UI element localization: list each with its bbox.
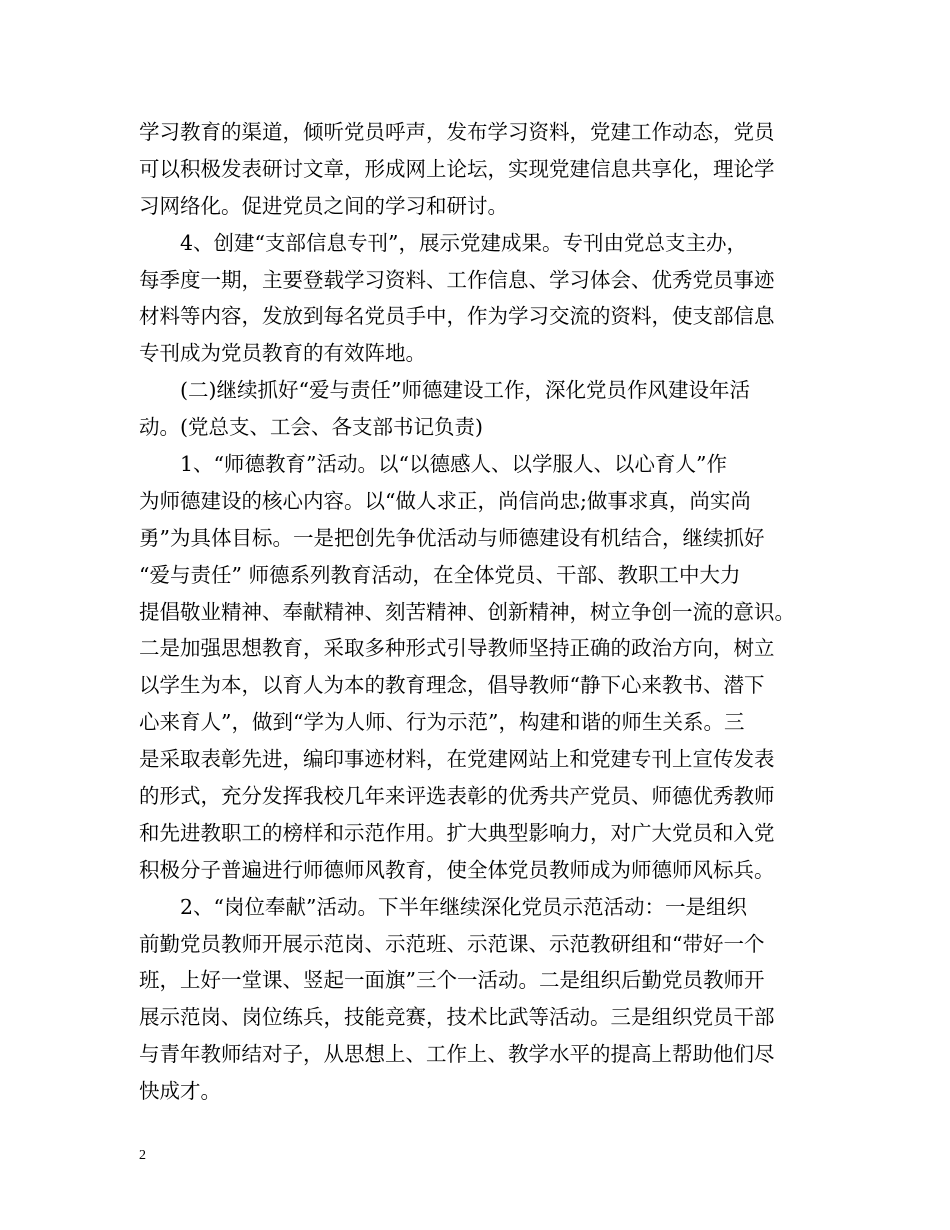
text-line: 1、“师德教育”活动。以“以德感人、以学服人、以心育人”作 bbox=[180, 452, 727, 477]
text-line: 材料等内容，发放到每名党员手中，作为学习交流的资料，使支部信息 bbox=[139, 304, 775, 329]
page-number: 2 bbox=[139, 1148, 146, 1163]
text-line: 以学生为本，以育人为本的教育理念，倡导教师“静下心来教书、潜下 bbox=[139, 673, 765, 698]
text-line: 的形式，充分发挥我校几年来评选表彰的优秀共产党员、师德优秀教师 bbox=[139, 784, 775, 809]
text-line: 为师德建设的核心内容。以“做人求正，尚信尚忠;做事求真，尚实尚 bbox=[139, 488, 751, 513]
text-line: 提倡敬业精神、奉献精神、刻苦精神、创新精神，树立争创一流的意识。 bbox=[139, 599, 795, 624]
text-line: 展示范岗、岗位练兵，技能竞赛，技术比武等活动。三是组织党员干部 bbox=[139, 1005, 775, 1030]
text-line: 学习教育的渠道，倾听党员呼声，发布学习资料，党建工作动态，党员 bbox=[139, 120, 775, 144]
text-line: 前勤党员教师开展示范岗、示范班、示范课、示范教研组和“带好一个 bbox=[139, 931, 765, 956]
text-line: 每季度一期，主要登载学习资料、工作信息、学习体会、优秀党员事迹 bbox=[139, 267, 775, 292]
text-line: 与青年教师结对子，从思想上、工作上、教学水平的提高上帮助他们尽 bbox=[139, 1042, 775, 1067]
text-line: 2、“岗位奉献”活动。下半年继续深化党员示范活动：一是组织 bbox=[180, 894, 748, 919]
text-line: 二是加强思想教育，采取多种形式引导教师坚持正确的政治方向，树立 bbox=[139, 636, 775, 661]
text-line: 可以积极发表研讨文章，形成网上论坛，实现党建信息共享化，理论学 bbox=[139, 156, 775, 181]
text-line: “爱与责任” 师德系列教育活动，在全体党员、干部、教职工中大力 bbox=[139, 562, 741, 587]
body-text bbox=[139, 114, 815, 1110]
text-line: 快成才。 bbox=[139, 1079, 221, 1104]
text-line: 心来育人”，做到“学为人师、行为示范”，构建和谐的师生关系。三 bbox=[139, 710, 745, 735]
text-line: 和先进教职工的榜样和示范作用。扩大典型影响力，对广大党员和入党 bbox=[139, 820, 775, 845]
text-line: 习网络化。促进党员之间的学习和研讨。 bbox=[139, 193, 508, 218]
text-line: 积极分子普遍进行师德师风教育，使全体党员教师成为师德师风标兵。 bbox=[139, 857, 775, 882]
text-line: 班，上好一堂课、竖起一面旗”三个一活动。二是组织后勤党员教师开 bbox=[139, 968, 765, 993]
text-line: 是采取表彰先进，编印事迹材料，在党建网站上和党建专刊上宣传发表 bbox=[139, 747, 775, 772]
text-line: 动。(党总支、工会、各支部书记负责) bbox=[139, 415, 483, 440]
text-line: 专刊成为党员教育的有效阵地。 bbox=[139, 341, 426, 366]
text-line: 勇”为具体目标。一是把创先争优活动与师德建设有机结合，继续抓好 bbox=[139, 525, 765, 550]
text-line: (二)继续抓好“爱与责任”师德建设工作，深化党员作风建设年活 bbox=[180, 378, 750, 403]
text-line: 4、创建“支部信息专刊”，展示党建成果。专刊由党总支主办， bbox=[180, 230, 748, 255]
